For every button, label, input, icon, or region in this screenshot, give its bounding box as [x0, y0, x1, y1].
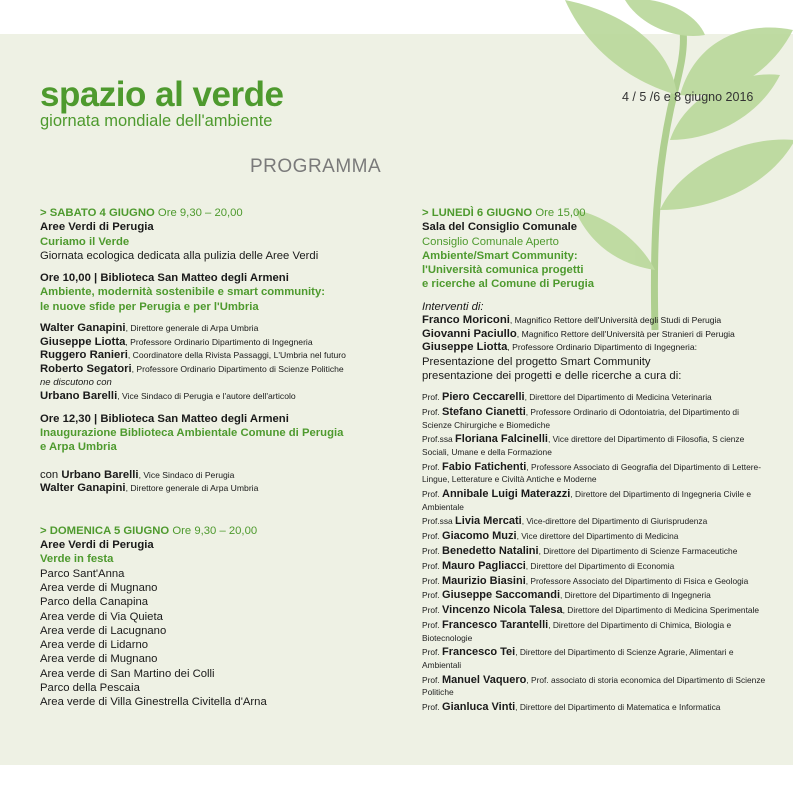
place-item: Parco della Pescaia	[40, 682, 140, 695]
professor-role: , Direttore del Dipartimento di Matematica e Informatica	[515, 702, 721, 713]
professor-name: Francesco Tei	[442, 646, 516, 659]
professor-row	[422, 646, 767, 671]
professor-role: , Professore Associato di Geografia del Dipartimento di Lettere-Lingue, Letterature e Civiltà Antiche e Moderne	[422, 461, 761, 485]
professor-name: Giacomo Muzi	[442, 530, 517, 543]
talk2-title-line2: e Arpa Umbria	[40, 441, 117, 454]
presentation-line2: presentazione dei progetti e delle ricerche a cura di:	[422, 369, 682, 382]
monday-venue: Sala del Consiglio Comunale	[422, 221, 578, 234]
professor-name: Livia Mercati	[455, 515, 522, 528]
professor-name: Manuel Vaquero	[442, 673, 527, 686]
professor-row	[422, 391, 767, 404]
professor-row	[422, 488, 767, 513]
professor-role: , Vice direttore del Dipartimento di Medicina	[516, 531, 679, 542]
professor-row	[422, 461, 767, 486]
monday-heading	[422, 206, 767, 220]
professor-prefix: Prof.	[422, 605, 443, 616]
programma-heading: PROGRAMMA	[250, 156, 382, 177]
brand-title: spazio al verde	[40, 75, 284, 114]
professor-row	[422, 589, 767, 602]
professor-prefix: Prof.	[422, 531, 443, 542]
professor-name: Gianluca Vinti	[442, 701, 516, 714]
professor-prefix: Prof.	[422, 575, 443, 586]
professor-prefix: Prof.	[422, 590, 443, 601]
right-column	[422, 206, 767, 716]
place-item: Parco Sant'Anna	[40, 567, 125, 580]
with-role: , Direttore generale di Arpa Umbria	[125, 483, 259, 494]
monday-time: Ore 15,00	[535, 207, 586, 219]
saturday-event: Curiamo il Verde	[40, 235, 130, 248]
professor-prefix: Prof.	[422, 560, 443, 571]
brand-subtitle: giornata mondiale dell'ambiente	[40, 112, 273, 130]
sunday-day: > DOMENICA 5 GIUGNO	[40, 524, 170, 537]
professor-role: , Direttore del Dipartimento di Chimica, Biologia e Biotecnologie	[422, 619, 732, 643]
speaker-list	[40, 322, 400, 376]
place-item: Area verde di Via Quieta	[40, 610, 163, 623]
rector-role: , Professore Ordinario Dipartimento di Ingegneria:	[507, 342, 698, 353]
sunday-places-list	[40, 567, 400, 710]
professor-row	[422, 619, 767, 644]
monday-title-line1: Ambiente/Smart Community:	[422, 249, 578, 262]
brand-block	[40, 76, 283, 130]
professor-list	[422, 391, 767, 713]
with-prefix: con	[40, 468, 62, 481]
speaker-name: Roberto Segatori	[40, 362, 132, 375]
professor-role: , Vice-direttore del Dipartimento di Giurisprudenza	[521, 516, 708, 527]
place-item: Parco della Canapina	[40, 596, 149, 609]
with-role: , Vice Sindaco di Perugia	[138, 469, 235, 480]
professor-role: , Direttore del Dipartimento di Medicina Sperimentale	[562, 605, 760, 616]
rector-name: Giuseppe Liotta	[422, 341, 508, 354]
discussant-role: , Vice Sindaco di Perugia e l'autore dell'articolo	[117, 391, 296, 402]
discuss-label: ne discutono con	[40, 377, 112, 389]
rector-row	[422, 328, 767, 342]
rector-role: , Magnifico Rettore dell'Università degli Studi di Perugia	[509, 315, 722, 326]
professor-name: Mauro Pagliacci	[442, 559, 526, 572]
professor-prefix: Prof.	[422, 546, 443, 557]
speaker-name: Walter Ganapini	[40, 322, 126, 335]
presentation-line1: Presentazione del progetto Smart Community	[422, 355, 651, 368]
professor-row	[422, 545, 767, 558]
saturday-venue: Aree Verdi di Perugia	[40, 221, 154, 234]
professor-name: Vincenzo Nicola Talesa	[442, 604, 563, 617]
professor-row	[422, 433, 767, 458]
professor-name: Annibale Luigi Materazzi	[442, 488, 571, 501]
rector-name: Giovanni Paciullo	[422, 327, 517, 340]
place-item: Area verde di Mugnano	[40, 653, 158, 666]
professor-prefix: Prof.	[422, 702, 443, 713]
professor-row	[422, 674, 767, 699]
place-item: Area verde di Villa Ginestrella Civitella d'Arna	[40, 696, 267, 709]
speaker-role: , Professore Ordinario Dipartimento di Scienze Politiche	[131, 363, 344, 374]
professor-prefix: Prof.	[422, 392, 443, 403]
place-item: Area verde di Lidarno	[40, 639, 149, 652]
rector-role: , Magnifico Rettore dell'Università per Stranieri di Perugia	[516, 328, 735, 339]
saturday-heading	[40, 206, 400, 220]
professor-prefix: Prof.	[422, 489, 443, 500]
professor-prefix: Prof.	[422, 406, 443, 417]
speaker-role: , Coordinatore della Rivista Passaggi, L'Umbria nel futuro	[127, 350, 346, 361]
professor-row	[422, 530, 767, 543]
rector-list	[422, 314, 767, 355]
speaker-name: Ruggero Ranieri	[40, 349, 128, 362]
professor-name: Maurizio Biasini	[442, 574, 526, 587]
monday-title-line2: l'Università comunica progetti	[422, 264, 584, 277]
professor-row	[422, 575, 767, 588]
talk1-title-line1: Ambiente, modernità sostenibile e smart community:	[40, 286, 325, 299]
place-item: Area verde di Mugnano	[40, 581, 158, 594]
rector-name: Franco Moriconi	[422, 314, 510, 327]
rector-row	[422, 314, 767, 328]
speaker-row	[40, 322, 400, 336]
left-column	[40, 206, 400, 710]
rector-row	[422, 341, 767, 355]
sunday-event: Verde in festa	[40, 553, 114, 566]
professor-prefix: Prof.ssa	[422, 434, 456, 445]
professor-name: Stefano Cianetti	[442, 405, 526, 418]
saturday-day: > SABATO 4 GIUGNO	[40, 207, 155, 219]
monday-day: > LUNEDÌ 6 GIUGNO	[422, 207, 533, 219]
professor-name: Giuseppe Saccomandi	[442, 589, 560, 602]
speaker-name: Giuseppe Liotta	[40, 335, 126, 348]
saturday-desc: Giornata ecologica dedicata alla pulizia delle Aree Verdi	[40, 249, 319, 262]
professor-row	[422, 515, 767, 528]
discussant-name: Urbano Barelli	[40, 390, 118, 403]
professor-prefix: Prof.	[422, 647, 443, 658]
with-person-1	[40, 469, 400, 483]
professor-name: Francesco Tarantelli	[442, 618, 549, 631]
professor-name: Fabio Fatichenti	[442, 460, 527, 473]
professor-prefix: Prof.	[422, 461, 443, 472]
place-item: Area verde di San Martino dei Colli	[40, 667, 215, 680]
professor-role: , Vice direttore del Dipartimento di Filosofia, S cienze Sociali, Umane e della Formazione	[422, 434, 745, 457]
speaker-row	[40, 336, 400, 350]
talk2-title-line1: Inaugurazione Biblioteca Ambientale Comune di Perugia	[40, 427, 344, 440]
speaker-role: , Professore Ordinario Dipartimento di Ingegneria	[125, 336, 313, 347]
with-name: Urbano Barelli	[61, 468, 139, 481]
speaker-role: , Direttore generale di Arpa Umbria	[125, 323, 259, 334]
professor-role: , Direttore del Dipartimento di Ingegneria Civile e Ambientale	[422, 489, 751, 512]
professor-role: , Direttore del Dipartimento di Scienze Farmaceutiche	[538, 546, 738, 557]
professor-row	[422, 560, 767, 573]
professor-role: , Direttore del Dipartimento di Scienze Agrarie, Alimentari e Ambientali	[422, 647, 734, 670]
speaker-row	[40, 363, 400, 377]
discussant	[40, 390, 400, 404]
professor-prefix: Prof.	[422, 674, 443, 685]
event-dates: 4 / 5 /6 e 8 giugno 2016	[622, 90, 754, 104]
professor-prefix: Prof.ssa	[422, 516, 456, 527]
talk1-title-line2: le nuove sfide per Perugia e per l'Umbria	[40, 300, 259, 313]
talk1-time-place: Ore 10,00 | Biblioteca San Matteo degli Armeni	[40, 272, 289, 285]
professor-role: , Direttore del Dipartimento di Economia	[525, 560, 675, 571]
professor-role: , Prof. associato di storia economica del Dipartimento di Scienze Politiche	[422, 674, 766, 698]
monday-subtitle: Consiglio Comunale Aperto	[422, 235, 559, 248]
professor-role: , Professore Ordinario di Odontoiatria, del Dipartimento di Scienze Chirurgiche e Biomediche	[422, 406, 739, 430]
interventi-label: Interventi di:	[422, 300, 484, 313]
professor-row	[422, 406, 767, 431]
with-name: Walter Ganapini	[40, 482, 126, 495]
professor-role: , Professore Associato del Dipartimento di Fisica e Geologia	[525, 575, 749, 586]
saturday-time: Ore 9,30 – 20,00	[157, 207, 243, 219]
sunday-heading	[40, 524, 400, 538]
sunday-venue: Aree Verdi di Perugia	[40, 539, 154, 552]
professor-name: Benedetto Natalini	[442, 545, 539, 558]
professor-row	[422, 604, 767, 617]
sunday-time: Ore 9,30 – 20,00	[172, 524, 258, 537]
professor-name: Piero Ceccarelli	[442, 391, 525, 404]
professor-prefix: Prof.	[422, 619, 443, 630]
talk2-time-place: Ore 12,30 | Biblioteca San Matteo degli Armeni	[40, 412, 289, 425]
professor-role: , Direttore del Dipartimento di Ingegneria	[560, 590, 711, 601]
professor-name: Floriana Falcinelli	[455, 433, 548, 446]
with-person-2	[40, 482, 400, 496]
monday-title-line3: e ricerche al Comune di Perugia	[422, 278, 595, 291]
professor-role: , Direttore del Dipartimento di Medicina Veterinaria	[524, 392, 712, 403]
place-item: Area verde di Lacugnano	[40, 624, 167, 637]
speaker-row	[40, 349, 400, 363]
professor-row	[422, 701, 767, 714]
